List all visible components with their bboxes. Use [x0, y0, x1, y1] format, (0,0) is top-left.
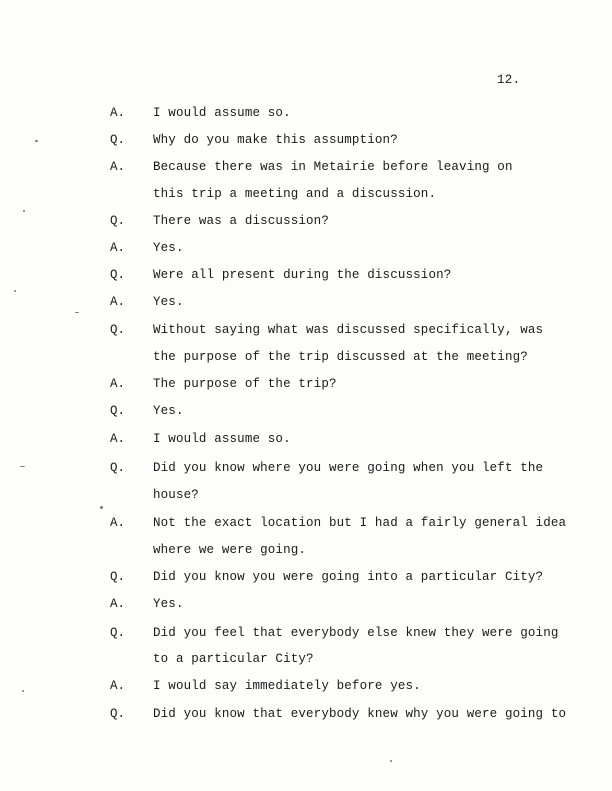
line-text: Why do you make this assumption?	[153, 133, 398, 147]
line-text: Not the exact location but I had a fairly general idea	[153, 516, 567, 530]
transcript-line	[0, 430, 612, 448]
transcript-line	[0, 677, 612, 695]
transcript-line	[0, 131, 612, 149]
transcript-line	[0, 402, 612, 420]
line-text: I would assume so.	[153, 106, 291, 120]
line-text: Did you feel that everybody else knew they were going	[153, 626, 559, 640]
transcript-line	[0, 158, 612, 176]
line-text: Yes.	[153, 295, 184, 309]
transcript-line	[0, 185, 612, 203]
scan-speck	[14, 290, 16, 292]
line-text: There was a discussion?	[153, 214, 329, 228]
transcript-line	[0, 624, 612, 642]
line-text: Yes.	[153, 597, 184, 611]
transcript-line	[0, 321, 612, 339]
transcript-line	[0, 266, 612, 284]
transcript-line	[0, 212, 612, 230]
line-text: Because there was in Metairie before leaving on	[153, 160, 513, 174]
transcript-line	[0, 595, 612, 613]
line-text: Without saying what was discussed specifically, was	[153, 323, 544, 337]
speaker-label: A.	[110, 241, 126, 255]
speaker-label: Q.	[110, 404, 126, 418]
page-number: 12.	[497, 73, 521, 87]
transcript-line	[0, 459, 612, 477]
speaker-label: A.	[110, 377, 126, 391]
line-text: the purpose of the trip discussed at the meeting?	[153, 350, 528, 364]
line-text: Did you know that everybody knew why you were going to	[153, 707, 567, 721]
scan-speck	[390, 760, 392, 762]
speaker-label: Q.	[110, 461, 126, 475]
speaker-label: Q.	[110, 626, 126, 640]
line-text: I would say immediately before yes.	[153, 679, 421, 693]
scan-speck	[35, 140, 38, 142]
transcript-line	[0, 541, 612, 559]
speaker-label: Q.	[110, 214, 126, 228]
speaker-label: A.	[110, 597, 126, 611]
transcript-line	[0, 514, 612, 532]
transcript-line	[0, 293, 612, 311]
transcript-line	[0, 650, 612, 668]
speaker-label: Q.	[110, 323, 126, 337]
transcript-line	[0, 705, 612, 723]
line-text: Did you know where you were going when you left the	[153, 461, 544, 475]
speaker-label: A.	[110, 295, 126, 309]
scan-speck	[75, 312, 79, 313]
transcript-line	[0, 239, 612, 257]
line-text: Yes.	[153, 404, 184, 418]
line-text: Did you know you were going into a particular City?	[153, 570, 544, 584]
speaker-label: Q.	[110, 268, 126, 282]
speaker-label: Q.	[110, 133, 126, 147]
line-text: to a particular City?	[153, 652, 314, 666]
speaker-label: A.	[110, 432, 126, 446]
scan-speck	[23, 210, 25, 212]
scan-speck	[20, 466, 25, 467]
speaker-label: A.	[110, 679, 126, 693]
line-text: Yes.	[153, 241, 184, 255]
transcript-line	[0, 348, 612, 366]
speaker-label: Q.	[110, 707, 126, 721]
line-text: I would assume so.	[153, 432, 291, 446]
speaker-label: A.	[110, 160, 126, 174]
line-text: Were all present during the discussion?	[153, 268, 452, 282]
line-text: where we were going.	[153, 543, 307, 557]
speaker-label: Q.	[110, 570, 126, 584]
scan-speck	[100, 506, 103, 509]
scan-speck	[22, 690, 24, 692]
line-text: house?	[153, 488, 199, 502]
transcript-line	[0, 486, 612, 504]
transcript-line	[0, 568, 612, 586]
line-text: this trip a meeting and a discussion.	[153, 187, 437, 201]
speaker-label: A.	[110, 106, 126, 120]
transcript-line	[0, 104, 612, 122]
transcript-line	[0, 375, 612, 393]
line-text: The purpose of the trip?	[153, 377, 337, 391]
speaker-label: A.	[110, 516, 126, 530]
